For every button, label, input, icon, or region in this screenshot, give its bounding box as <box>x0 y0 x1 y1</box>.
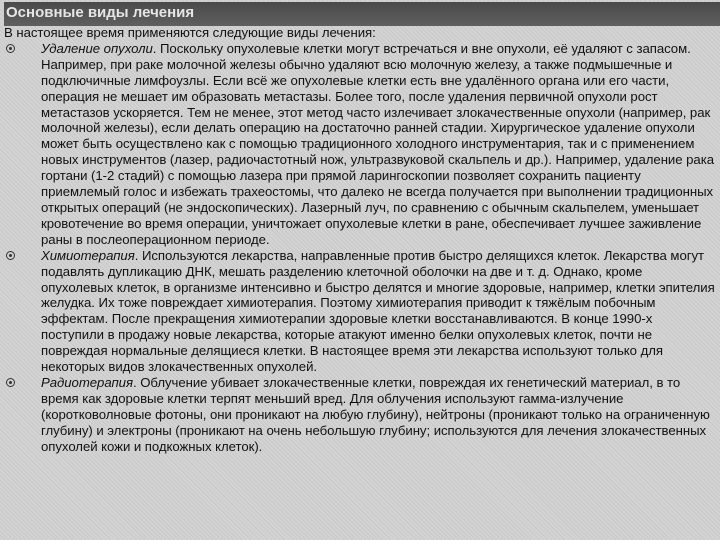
item-term: Удаление опухоли <box>41 40 153 56</box>
item-term: Радиотерапия <box>41 374 133 390</box>
bullet-icon <box>6 251 15 260</box>
item-text: . Поскольку опухолевые клетки могут встречаться и вне опухоли, её удаляют с запасом. Например, при раке молочной железы обычно удаляют всю молочную железу, а также подмышечные и подключичные лимфоузлы. Если всё же опухолевые клетки есть вне удалённого органа или его части, операция не мешает им образовать метастазы. Более того, после удаления первичной опухоли рост метастазов ускоряется. Тем не менее, этот метод часто излечивает злокачественные опухоли (например, рак молочной железы), если делать операцию на достаточно ранней стадии. Хирургическое удаление опухоли может быть осуществлено как с помощью традиционного холодного инструментария, так и с применением новых инструментов (лазер, радиочастотный нож, ультразвуковой скальпель и др.). Например, удаление рака гортани (1-2 стадий) с помощью лазера при прямой ларингоскопии позволяет сохранить пациенту приемлемый голос и избежать трахеостомы, что далеко не всегда получается при выполнении традиционных открытых операций (не эндоскопических). Лазерный луч, по сравнению с обычным скальпелем, уменьшает кровотечение во время операции, уничтожает опухолевые клетки в ране, обеспечивает лучшее заживление раны в послеоперационном периоде. <box>41 40 715 247</box>
slide-body <box>4 25 718 454</box>
item-term: Химиотерапия <box>41 247 135 263</box>
slide-title-bar <box>4 2 720 26</box>
list-item-chemotherapy <box>4 248 718 375</box>
intro-text: В настоящее время применяются следующие виды лечения: <box>4 25 376 40</box>
bullet-icon <box>6 378 15 387</box>
item-text: . Используются лекарства, направленные против быстро делящихся клеток. Лекарства могут подавлять дупликацию ДНК, мешать разделению клеточной оболочки на две и т. д. Однако, кроме опухолевых клеток, в организме интенсивно и быстро делятся и многие здоровые, например, клетки эпителия желудка. Их тоже повреждает химиотерапия. Поэтому химиотерапия приводит к тяжёлым побочным эффектам. После прекращения химиотерапии здоровые клетки восстанавливаются. В конце 1990-х поступили в продажу новые лекарства, которые атакуют именно белки опухолевых клеток, почти не повреждая нормальные делящиеся клетки. В настоящее время эти лекарства используют только для некоторых видов злокачественных опухолей. <box>41 247 715 375</box>
list-item-surgery <box>4 41 718 248</box>
bullet-icon <box>6 44 15 53</box>
list-item-radiotherapy <box>4 375 718 455</box>
item-text: . Облучение убивает злокачественные клетки, повреждая их генетический материал, в то время как здоровые клетки терпят меньший вред. Для облучения используют гамма-излучение (коротковолновые фотоны, они проникают на любую глубину), нейтроны (проникают только на ограниченную глубину) и электроны (проникают на очень небольшую глубину; используются для лечения злокачественных опухолей кожи и подкожных клеток). <box>41 374 710 454</box>
slide-title: Основные виды лечения <box>6 4 195 21</box>
